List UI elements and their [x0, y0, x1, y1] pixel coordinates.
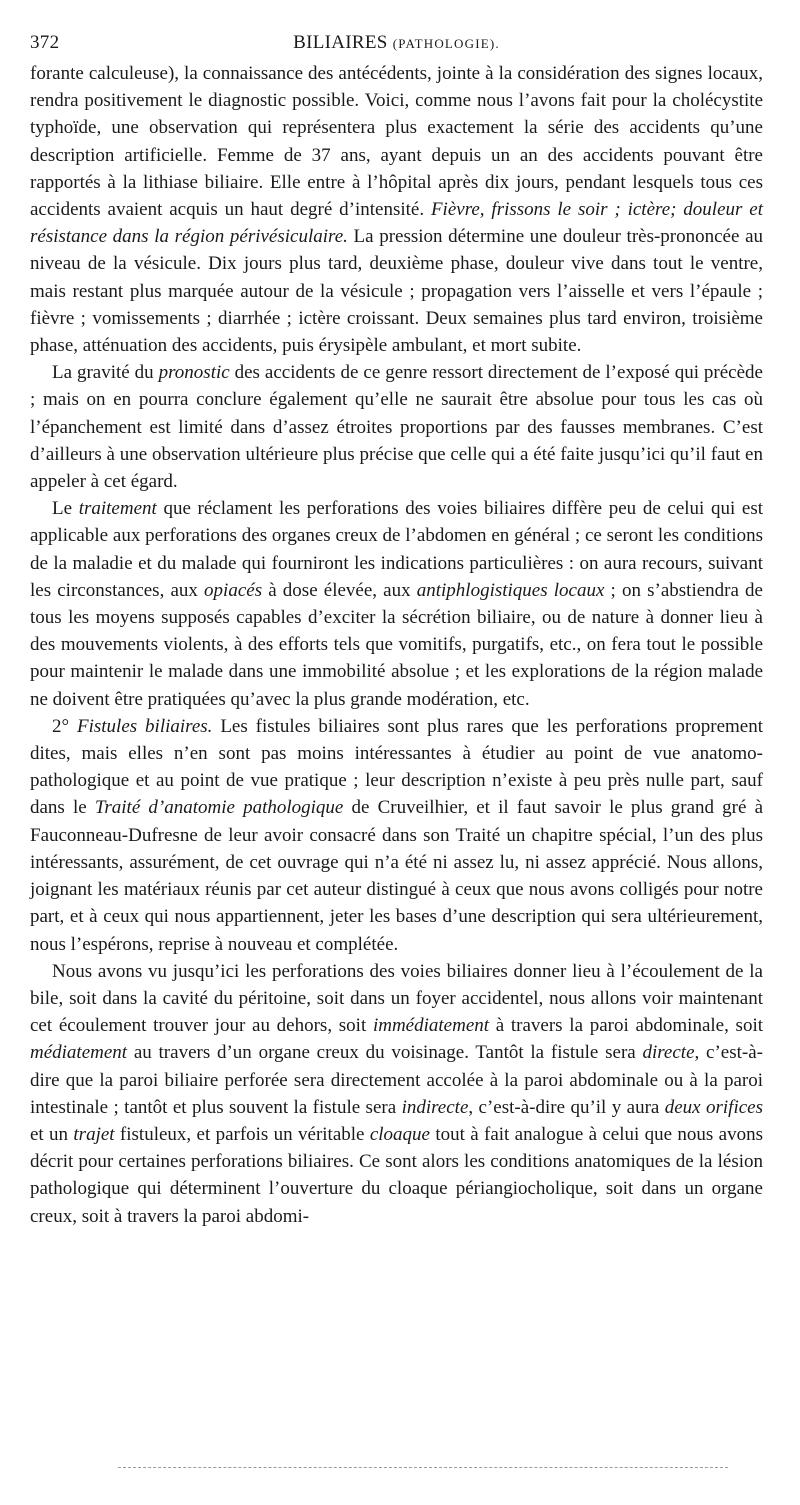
body-text [30, 60, 763, 1230]
book-page [30, 28, 763, 1230]
text-run: et un [30, 1123, 74, 1145]
text-run: à travers la paroi abdominale, soit [489, 1015, 764, 1037]
italic-run: Traité d’anatomie pathologique [94, 797, 344, 819]
italic-run: antiphlogistiques locaux [416, 579, 605, 601]
text-run: Nous avons vu jusqu’ici les perforations des voies biliaires donner lieu à l’écoulement de la bile, soit dans la cavité du péritoine, soit dans un foyer accidentel, nous allons voir maintenant cet écoulement trouver jour au dehors, soit [30, 960, 763, 1037]
italic-run: directe [642, 1042, 695, 1064]
running-title-subtitle: (PATHOLOGIE). [392, 36, 500, 51]
text-run: de Cruveilhier, et il faut savoir le plus grand gré à Fauconneau-Dufresne de leur avoir consacré dans son Traité un chapitre spécial, l’un des plus intéressants, assurément, de cet ouvrage qui n’a été ni assez lu, ni assez apprécié. Nous allons, joignant les matériaux réunis par cet auteur distingué à ceux que nous avons colligés pour notre part, et à ceux qui nous appartiennent, jeter les bases d’une description qui sera ultérieurement, nous l’espérons, reprise à nouveau et complétée. [30, 797, 763, 955]
text-run: que réclament les perforations des voies biliaires diffère peu de celui qui est applicable aux perforations des organes creux de l’abdomen en général ; ce seront les conditions de la maladie et du malade qui fourniront les indications particulières : on aura recours, suivant les circonstances, aux [30, 498, 763, 601]
text-run: , c’est-à-dire qu’il y aura [468, 1096, 665, 1118]
paragraph-4 [30, 713, 763, 958]
text-run: 2° [52, 715, 77, 737]
paragraph-3 [30, 495, 763, 713]
footer-dotted-rule [118, 1467, 728, 1468]
italic-run: pronostic [158, 362, 230, 384]
italic-run: immédiatement [372, 1015, 490, 1037]
italic-run: cloaque [369, 1123, 430, 1145]
italic-run: médiatement [30, 1042, 128, 1064]
text-run: La pression détermine une douleur très-prononcée au niveau de la vésicule. Dix jours plus tard, deuxième phase, douleur vive dans tout le ventre, mais restant plus marquée autour de la vésicule ; propagation vers l’aisselle et vers l’épaule ; fièvre ; vomissements ; diarrhée ; ictère croissant. Deux semaines plus tard environ, troisième phase, atténuation des accidents, puis érysipèle ambulant, et mort subite. [30, 226, 763, 357]
italic-run: trajet [73, 1123, 115, 1145]
text-run: Le [52, 498, 79, 520]
text-run: à dose élevée, aux [262, 579, 417, 601]
paragraph-5 [30, 958, 763, 1230]
italic-run: deux orifices [664, 1096, 763, 1118]
running-header [30, 28, 763, 60]
text-run: Les fistules biliaires sont plus rares que les perforations proprement dites, mais elles n’en sont pas moins intéressantes à étudier au point de vue anatomo-pathologique et au point de vue pratique ; leur description n’existe à peu près nulle part, sauf dans le [30, 715, 764, 819]
text-run: des accidents de ce genre ressort directement de l’exposé qui précède ; mais on en pourra conclure également qu’elle ne saurait être absolue pour tous les cas où l’épanchement est limité dans d’assez étroites proportions par des fausses membranes. C’est d’ailleurs à une observation ultérieure plus précise que celle qui a été faite jusqu’ici qu’il faut en appeler à cet égard. [30, 362, 763, 493]
italic-run: opiacés [204, 579, 263, 601]
text-run: tout à fait analogue à celui que nous avons décrit pour certaines perforations biliaires. Ce sont alors les conditions anatomiques de la lésion pathologique qui déterminent l’ouverture du cloaque périangiocholique, soit dans un organe creux, soit à travers la paroi abdomi- [30, 1123, 763, 1227]
italic-run: traitement [78, 498, 157, 520]
paragraph-1 [30, 60, 763, 359]
page-number: 372 [30, 32, 60, 53]
italic-run: Fièvre, frissons le soir ; ictère; douleur et résistance dans la région périvésiculaire. [30, 199, 763, 248]
text-run: fistuleux, et parfois un véritable [114, 1123, 370, 1145]
italic-run: indirecte [401, 1096, 469, 1118]
paragraph-2 [30, 359, 763, 495]
text-run: forante calculeuse), la connaissance des antécédents, jointe à la considération des signes locaux, rendra positivement le diagnostic possible. Voici, comme nous l’avons fait pour la cholécystite typhoïde, une observation qui représentera plus exactement la série des accidents qu’une description artificielle. Femme de 37 ans, ayant depuis un an des accidents pouvant être rapportés à la lithiase biliaire. Elle entre à l’hôpital après dix jours, pendant lesquels tous ces accidents avaient acquis un haut degré d’intensité. [30, 63, 763, 221]
running-title-main: BILIAIRES [293, 32, 388, 53]
running-title [30, 32, 763, 54]
text-run: , c’est-à-dire que la paroi biliaire perforée sera directement accolée à la paroi abdominale ou à la paroi intestinale ; tantôt et plus souvent la fistule sera [30, 1042, 763, 1118]
text-run: au travers d’un organe creux du voisinage. Tantôt la fistule sera [127, 1042, 643, 1064]
italic-run: Fistules biliaires. [77, 715, 213, 737]
text-run: La gravité du [52, 362, 159, 384]
text-run: ; on s’abstiendra de tous les moyens supposés capables d’exciter la sécrétion biliaire, ou de nature à donner lieu à des mouvements violents, à des efforts tels que vomitifs, purgatifs, etc., on fera tout le possible pour maintenir le malade dans une immobilité absolue ; et les explorations de la région malade ne doivent être pratiquées qu’avec la plus grande modération, etc. [30, 579, 763, 710]
